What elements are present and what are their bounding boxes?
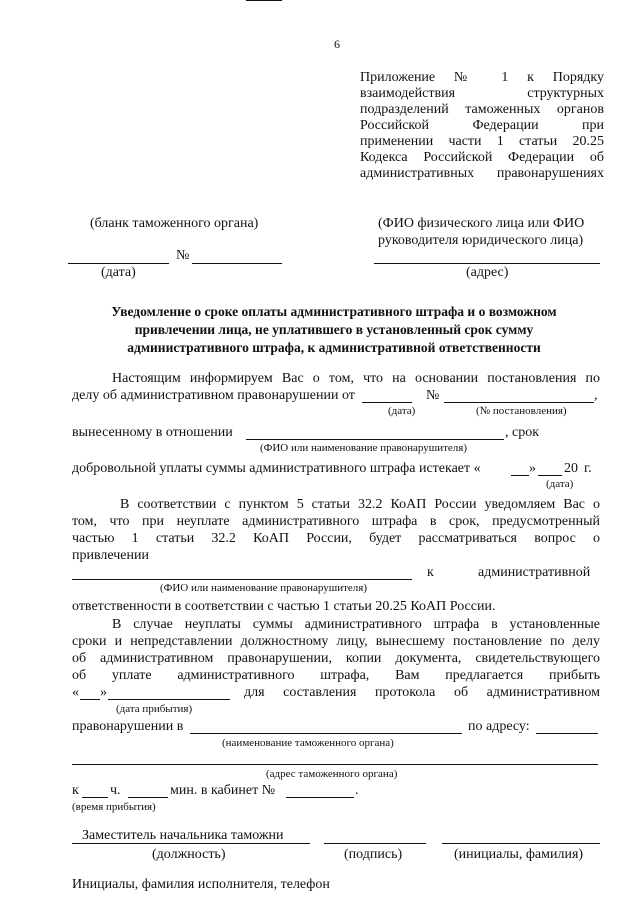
offender-name-line[interactable] (246, 439, 504, 440)
p1-year-prefix: 20 (564, 461, 578, 476)
executor-info: Инициалы, фамилия исполнителя, телефон (72, 877, 330, 892)
signatory-position: Заместитель начальника таможни (82, 828, 284, 843)
cap-deadline-date: (дата) (546, 478, 574, 490)
p3-line4: об уплате административного штрафа, Вам предлагается прибыть (72, 668, 600, 683)
fio-caption-line1: (ФИО физического лица или ФИО (378, 216, 585, 231)
cap-offender-name-2: (ФИО или наименование правонарушителя) (160, 582, 367, 594)
room-number-line[interactable] (286, 797, 354, 798)
decision-number-line[interactable] (444, 402, 594, 403)
p3-line5-text: для составления протокола об административном (244, 685, 600, 700)
customs-address-line-1[interactable] (536, 733, 598, 734)
appendix-line: применении части 1 статьи 20.25 (360, 134, 604, 149)
arrival-hour-line[interactable] (82, 797, 108, 798)
p3-minutes-room: мин. в кабинет № (170, 783, 276, 798)
initials-line[interactable] (442, 843, 600, 844)
p3-line3: об административном правонарушении, копии документа, свидетельствующего (72, 651, 600, 666)
p3-line1: В случае неуплаты суммы административного штрафа в установленные (112, 617, 600, 632)
p3-line6-text: правонарушении в (72, 719, 184, 734)
arrival-month-line[interactable] (108, 699, 230, 700)
date-caption: (дата) (101, 265, 136, 280)
deadline-day-line[interactable] (511, 475, 529, 476)
p1-year-suffix: г. (584, 461, 592, 476)
p1-number-sign: № (426, 388, 440, 403)
p1-line3-text: вынесенному в отношении (72, 425, 233, 440)
decision-date-line[interactable] (362, 402, 412, 403)
arrival-day-line[interactable] (80, 699, 100, 700)
p1-line4-text: добровольной уплаты суммы административного штрафа истекает « (72, 461, 481, 476)
deadline-month-line[interactable] (538, 475, 562, 476)
customs-address-line-2[interactable] (72, 764, 598, 765)
cap-signature: (подпись) (344, 847, 403, 862)
title-line: привлечении лица, не уплатившего в установленный срок сумму (134, 322, 534, 337)
p1-term: , срок (505, 425, 540, 440)
p2-line3: частью 1 статьи 32.2 КоАП России, будет рассматриваться вопрос о (72, 531, 600, 546)
position-line[interactable] (72, 843, 310, 844)
appendix-line: Кодекса Российской Федерации об (360, 150, 604, 165)
title-line: Уведомление о сроке оплаты административного штрафа и о возможном (111, 304, 557, 319)
title-line: административного штрафа, к административной ответственности (127, 340, 541, 355)
number-sign: № (176, 248, 190, 263)
customs-blank-caption: (бланк таможенного органа) (90, 216, 259, 231)
cap-decision-number: (№ постановления) (476, 405, 567, 417)
p3-quote-open: « (72, 685, 79, 700)
address-field-line[interactable] (374, 263, 600, 264)
customs-name-line[interactable] (190, 733, 462, 734)
p3-at-address: по адресу: (468, 719, 530, 734)
p1-line2-text: делу об административном правонарушении от (72, 388, 355, 403)
p3-hours: ч. (110, 783, 121, 798)
p3-k: к (72, 783, 79, 798)
p3-quote-close: » (100, 685, 107, 700)
p1-line1: Настоящим информируем Вас о том, что на основании постановления по (112, 371, 600, 386)
number-field-line[interactable] (192, 263, 282, 264)
signature-line[interactable] (324, 843, 426, 844)
p2-line1: В соответствии с пунктом 5 статьи 32.2 КоАП России уведомляем Вас о (120, 497, 600, 512)
appendix-line: подразделений таможенных органов (360, 102, 604, 117)
appendix-line: Приложение № 1 к Порядку (360, 70, 604, 85)
p3-period: . (355, 783, 359, 798)
appendix-block (360, 70, 604, 182)
appendix-line: административных правонарушениях (360, 166, 604, 181)
p3-line2: сроки и непредставлении должностному лицу, вынесшему постановление по делу (72, 634, 600, 649)
appendix-line: взаимодействия структурных (360, 86, 604, 101)
date-field-line[interactable] (68, 263, 169, 264)
offender-name-line-2[interactable] (72, 579, 412, 580)
cap-initials: (инициалы, фамилия) (454, 847, 584, 862)
p1-quote-close: » (529, 461, 536, 476)
arrival-minute-line[interactable] (128, 797, 168, 798)
p1-comma: , (594, 388, 598, 403)
fio-caption-line2: руководителя юридического лица) (378, 233, 584, 248)
p2-k: к (427, 565, 434, 580)
appendix-line: Российской Федерации при (360, 118, 604, 133)
p2-line4: привлечении (72, 548, 149, 563)
cap-position: (должность) (152, 847, 226, 862)
top-edge-mark (246, 0, 282, 1)
cap-customs-address: (адрес таможенного органа) (266, 768, 398, 780)
page-number: 6 (334, 37, 340, 51)
cap-arrival-time: (время прибытия) (72, 801, 156, 813)
cap-decision-date: (дата) (388, 405, 416, 417)
address-caption: (адрес) (466, 265, 509, 280)
cap-arrival-date: (дата прибытия) (116, 703, 193, 715)
p2-administrative: административной (478, 565, 591, 580)
cap-offender-name: (ФИО или наименование правонарушителя) (260, 442, 467, 454)
p2-line6: ответственности в соответствии с частью 1 статьи 20.25 КоАП России. (72, 599, 496, 614)
cap-customs-name: (наименование таможенного органа) (222, 737, 394, 749)
p2-line2: том, что при неуплате административного штрафа в срок, предусмотренный (72, 514, 600, 529)
document-title (60, 303, 608, 357)
